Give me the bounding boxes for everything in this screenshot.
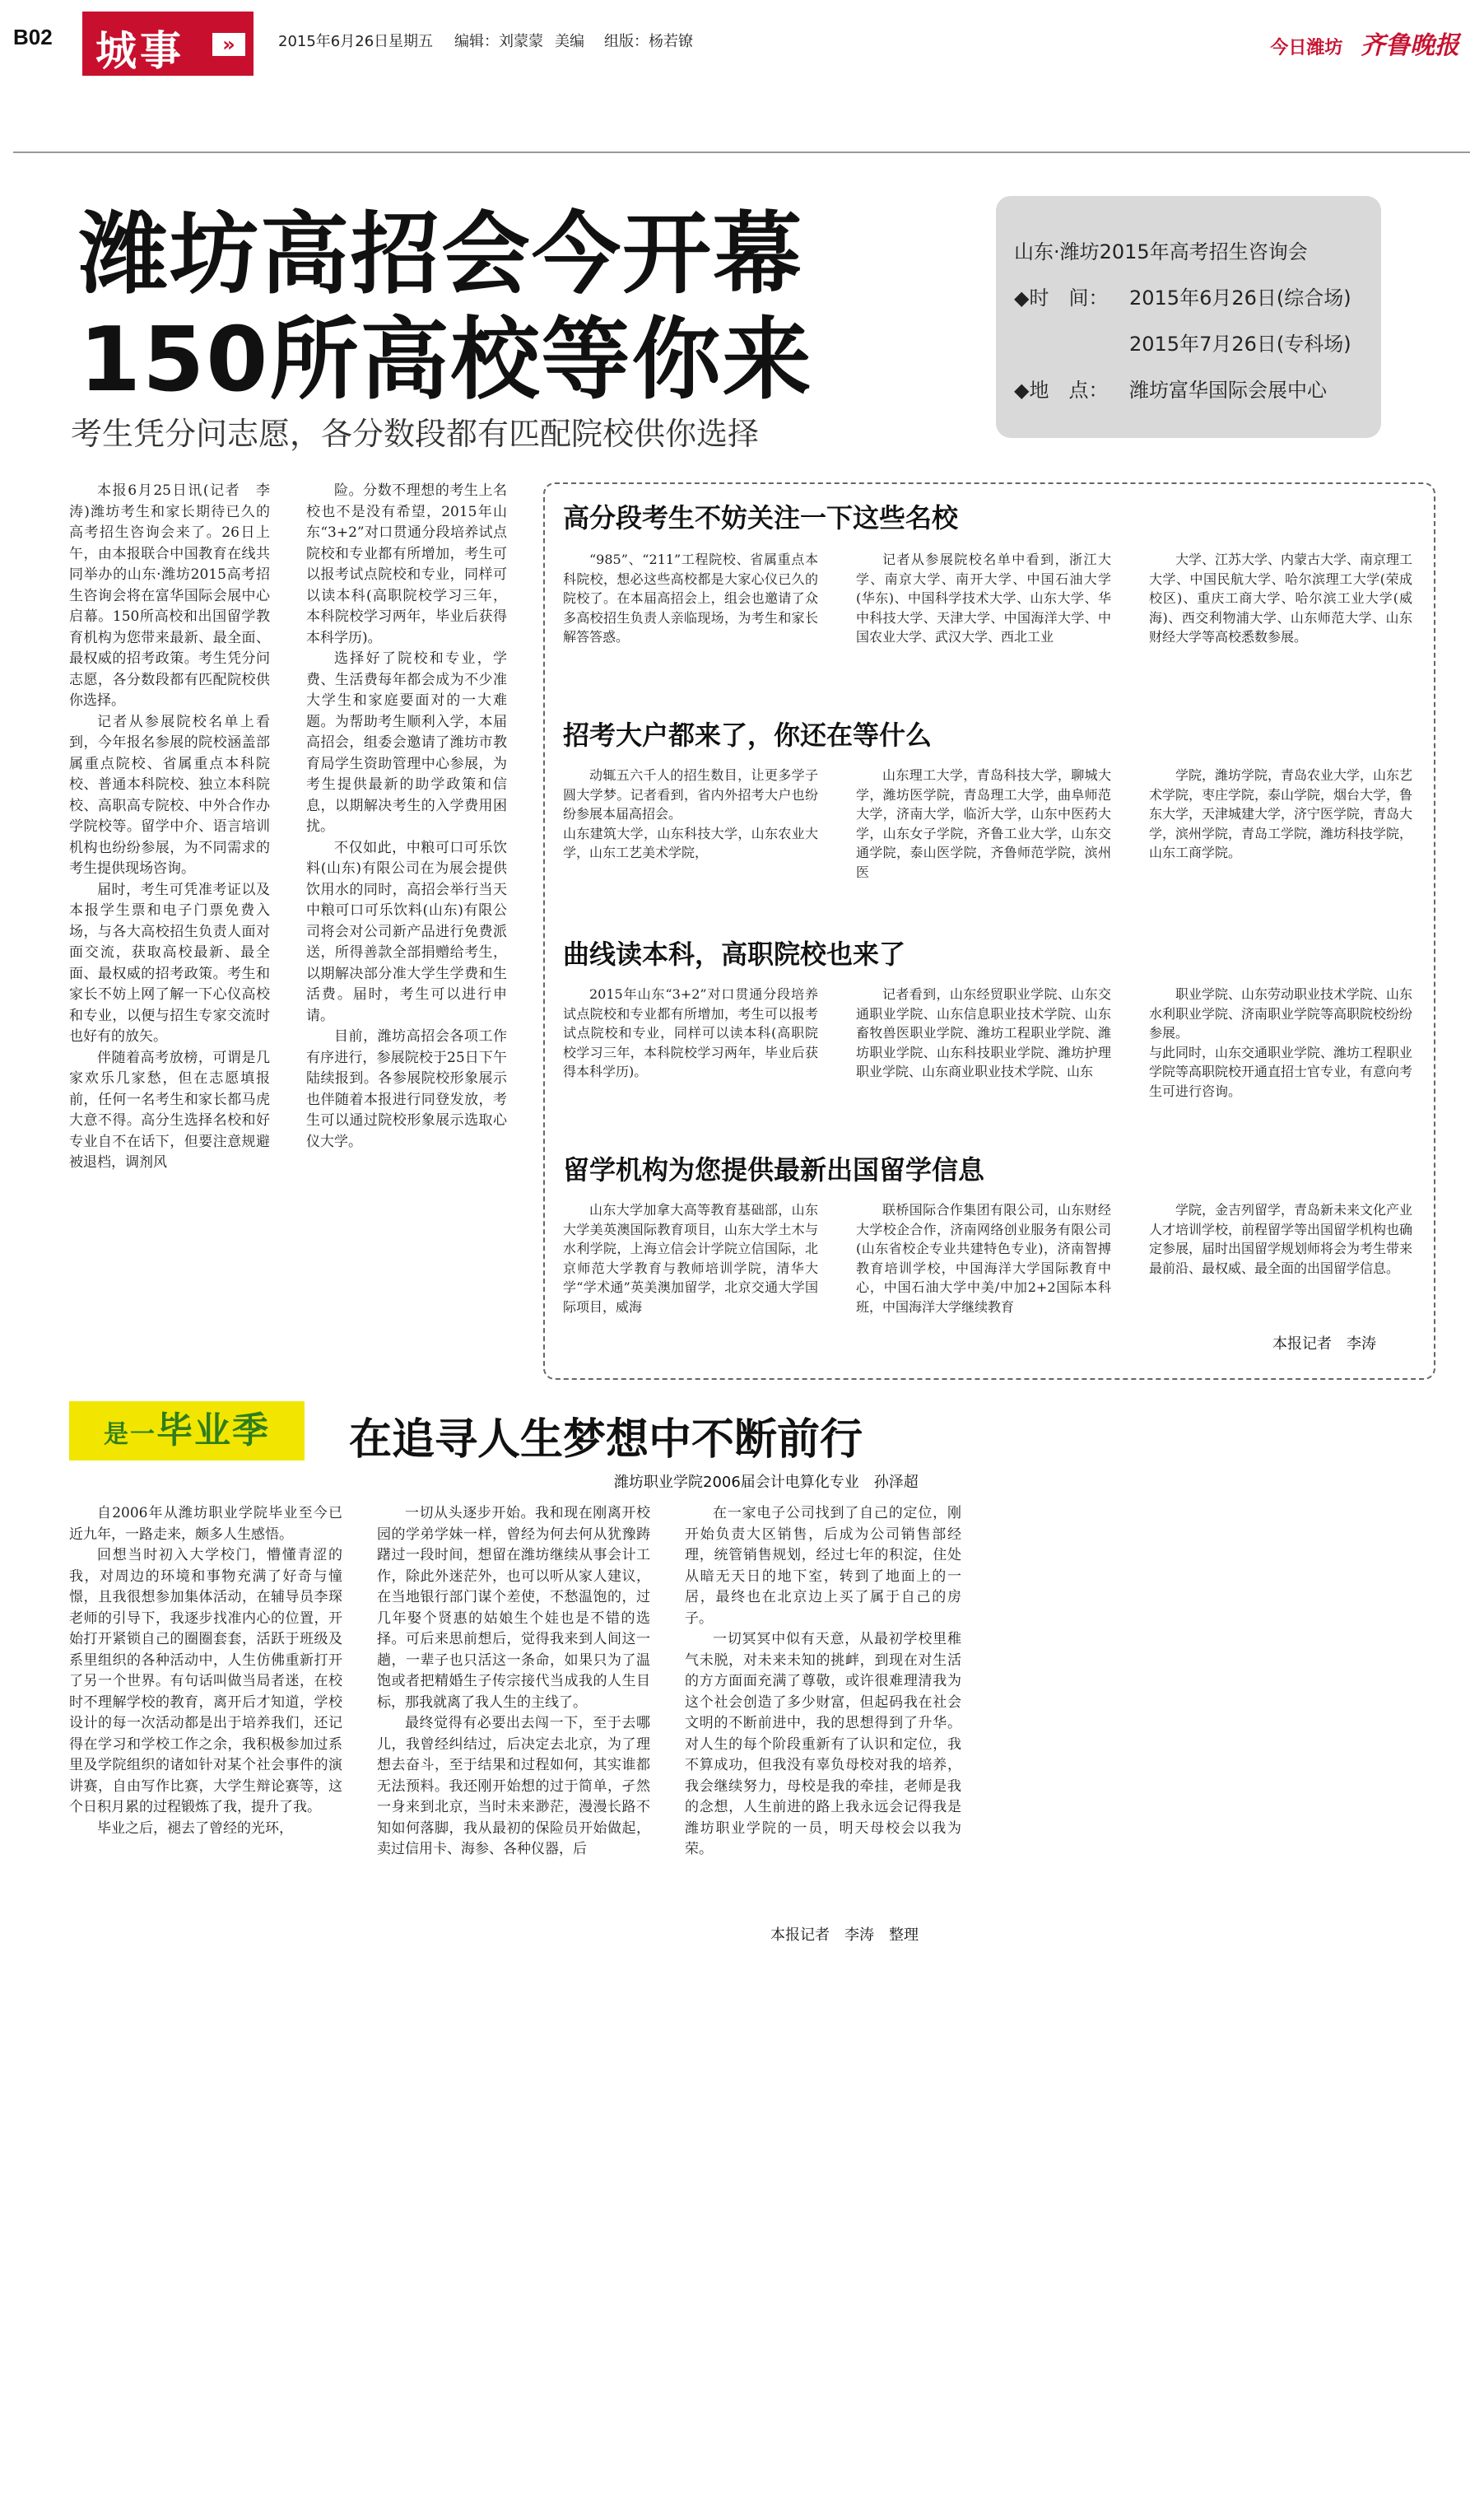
paragraph: 一切从头逐步开始。我和现在刚离开校园的学弟学妹一样，曾经为何去何从犹豫踌躇过一段时间，想留在潍坊继续从事会计工作，除此外迷茫外，也可以听从家人建议，在当地银行部门谋个差使，不愁温饱的，过几年娶个贤惠的姑娘生个娃也是不错的选择。可后来思前想后，觉得我来到人间这一趟，一辈子也只活这一条命，如果只为了温饱或者把精婚生子传宗接代当成我的人生目标，那我就离了我人生的主线了。	[377, 1505, 650, 1711]
paragraph: 山东理工大学，青岛科技大学，聊城大学，潍坊医学院，青岛理工大学，曲阜师范大学，济南大学，临沂大学，山东中医药大学，山东女子学院，齐鲁工业大学，山东交通学院，泰山医学院，齐鲁师范学院，滨州医	[856, 767, 1111, 880]
paragraph: 届时，考生可凭准考证以及本报学生票和电子门票免费入场，与各大高校招生负责人面对面交流，获取高校最新、最全面、最权威的招考政策。考生和家长不妨上网了解一下心仪高校和专业，以便与招生专家交流时也好有的放矢。	[69, 881, 270, 1045]
subsection-title: 留学机构为您提供最新出国留学信息	[563, 1154, 985, 1186]
paragraph: 毕业之后，褪去了曾经的光环，	[97, 1819, 293, 1837]
header-divider	[13, 151, 1470, 153]
info-time-2: 2015年7月26日(专科场)	[1129, 333, 1351, 356]
event-info-box	[996, 196, 1381, 438]
header-right	[1270, 25, 1459, 61]
badge-prefix: 是一	[104, 1420, 156, 1449]
issue-weekday: 星期五	[388, 33, 433, 50]
paragraph: 记者从参展院校名单上看到，今年报名参展的院校涵盖部属重点院校、省属重点本科院校、普通本科院校、独立本科院校、高职高专院校、中外合作办学院校等。留学中介、语言培训机构也纷纷参展，为不同需求的考生提供现场咨询。	[69, 713, 270, 877]
art-editor-credit: 美编	[555, 33, 584, 50]
paragraph: 险。分数不理想的考生上名校也不是没有希望，2015年山东“3+2”对口贯通分段培养试点院校和专业都有所增加，考生可以报考试点院校和专业，同样可以读本科(高职院校学习三年，本科院校学习两年，毕业后获得本科学历)。	[306, 482, 507, 646]
paragraph: 最终觉得有必要出去闯一下，至于去哪儿，我曾经纠结过，后决定去北京，为了理想去奋斗，至于结果和过程如何，其实谁都无法预料。我还刚开始想的过于简单，孑然一身来到北京，当时未来渺茫，漫漫长路不知如何落脚，我从最初的保险员开始做起，卖过信用卡、海参、各种仪器，后	[377, 1715, 650, 1857]
graduation-season-badge	[69, 1401, 305, 1460]
subsection-text	[563, 1200, 818, 1316]
paragraph: 回想当时初入大学校门，懵懂青涩的我，对周边的环境和事物充满了好奇与憧憬，且我很想参加集体活动，在辅导员李琛老师的引导下，我逐步找准内心的位置，开始打开紧锁自己的圈圈套套，活跃于班级及系里组织的各种活动中，人生仿佛重新打开了另一个世界。有句话叫做当局者迷，在校时不理解学校的教育，离开后才知道，学校设计的每一次活动都是出于培养我们，还记得在学习和学校工作之余，我积极参加过系里及学院组织的诸如针对某个社会事件的演讲赛，自由写作比赛，大学生辩论赛等，这个日积月累的过程锻炼了我，提升了我。	[69, 1547, 342, 1815]
subsection-text	[856, 1200, 1111, 1316]
story-column-2	[377, 1503, 650, 1861]
paragraph: 学院，金吉列留学，青岛新未来文化产业人才培训学校，前程留学等出国留学机构也确定参展，届时出国留学规划师将会为考生带来最前沿、最权威、最全面的出国留学信息。	[1149, 1202, 1413, 1276]
subsection-text	[1149, 550, 1412, 647]
subsection-title: 高分段考生不妨关注一下这些名校	[563, 502, 959, 533]
subsection-text	[1149, 1200, 1412, 1278]
subsection-text	[563, 766, 818, 863]
badge-text: 毕业季	[156, 1409, 270, 1451]
paragraph: 本报6月25日讯(记者 李涛)潍坊考生和家长期待已久的高考招生咨询会来了。26日上午，由本报联合中国教育在线共同举办的山东·潍坊2015高考招生咨询会将在富华国际会展中心启幕。150所高校和出国留学教育机构为您带来最新、最全面、最权威的招考政策。考生凭分问志愿，各分数段都有匹配院校供你选择。	[69, 482, 270, 709]
sidebar-byline: 本报记者 李涛	[1272, 1335, 1376, 1353]
info-place: 潍坊富华国际会展中心	[1129, 379, 1327, 402]
subsection-text	[1149, 985, 1412, 1101]
article-column-2	[306, 481, 507, 1153]
editor-credit: 编辑：刘蒙蒙	[454, 33, 543, 50]
paragraph: 2015年山东“3+2”对口贯通分段培养试点院校和专业都有所增加，考生可以报考试点院校和专业，同样可以读本科(高职院校学习三年，本科院校学习两年，毕业后获得本科学历)。	[563, 986, 818, 1079]
info-place-label: ◆地 点：	[1014, 379, 1109, 402]
paragraph: 不仅如此，中粮可口可乐饮料(山东)有限公司在为展会提供饮用水的同时，高招会举行当天中粮可口可乐饮料(山东)有限公司将会对公司新产品进行免费派送，所得善款全部捐赠给考生，以期解决部分准大学生学费和生活费。届时，考生可以进行申请。	[306, 839, 507, 1024]
section-banner	[82, 12, 254, 76]
subsection-text	[856, 985, 1111, 1082]
subsection-text	[856, 766, 1111, 882]
paragraph: 联桥国际合作集团有限公司，山东财经大学校企合作，济南网络创业服务有限公司(山东省校企专业共建特色专业)，济南智搏教育培训学校，中国海洋大学国际教育中心，中国石油大学中美/中加2+2国际本科班，中国海洋大学继续教育	[856, 1202, 1111, 1315]
paragraph: 学院，潍坊学院，青岛农业大学，山东艺术学院，枣庄学院，泰山学院，烟台大学，鲁东大学，天津城建大学，济宁医学院，青岛大学，滨州学院，青岛工学院，潍坊科技学院，山东工商学院。	[1149, 767, 1413, 860]
subsection-title: 招考大户都来了，你还在等什么	[563, 720, 933, 751]
section-name: 城事	[95, 27, 184, 75]
info-time-1: 2015年6月26日(综合场)	[1129, 287, 1351, 310]
subsection-text	[1149, 766, 1412, 863]
info-title: 山东·潍坊2015年高考招生咨询会	[1014, 240, 1308, 263]
subsection-text	[563, 550, 818, 647]
subheadline: 考生凭分问志愿，各分数段都有匹配院校供你选择	[71, 416, 760, 452]
info-time-label: ◆时 间：	[1014, 287, 1109, 310]
subsection-text	[563, 985, 818, 1082]
subsection-title: 曲线读本科，高职院校也来了	[563, 939, 906, 970]
article-column-1	[69, 481, 270, 1174]
paragraph: 伴随着高考放榜，可谓是几家欢乐几家愁，但在志愿填报前，任何一名考生和家长都马虎大意不得。高分生选择名校和好专业自不在话下，但要注意规避被退档，调剂风	[69, 1049, 270, 1171]
story-title: 在追寻人生梦想中不断前行	[349, 1415, 863, 1465]
headline-line-2: 150所高校等你来	[79, 309, 813, 412]
story-byline: 本报记者 李涛 整理	[770, 1926, 919, 1944]
paragraph: 记者从参展院校名单中看到，浙江大学、南京大学、南开大学、中国石油大学(华东)、中国科学技术大学、山东大学、华中科技大学、天津大学、中国海洋大学、中国农业大学、武汉大学、西北工业	[856, 552, 1111, 645]
page-number: B02	[13, 25, 53, 49]
paragraph: 大学、江苏大学、内蒙古大学、南京理工大学、中国民航大学、哈尔滨理工大学(荣成校区)、重庆工商大学、哈尔滨工业大学(威海)、西交利物浦大学、山东师范大学、山东财经大学等高校悉数参展。	[1149, 552, 1413, 645]
issue-date: 2015年6月26日	[278, 33, 389, 50]
section-label: 今日潍坊	[1270, 38, 1343, 58]
story-column-3	[685, 1503, 961, 1861]
paragraph: 动辄五六千人的招生数目，让更多学子圆大学梦。记者看到，省内外招考大户也纷纷参展本届高招会。 山东建筑大学，山东科技大学，山东农业大学，山东工艺美术学院，	[563, 767, 818, 860]
story-column-1	[69, 1503, 342, 1839]
paragraph: 山东大学加拿大高等教育基础部，山东大学美英澳国际教育项目，山东大学土木与水利学院，上海立信会计学院立信国际，北京师范大学教育与教师培训学院，清华大学“学术通”英美澳加留学，北京交通大学国际项目，威海	[563, 1202, 818, 1315]
headline-line-1: 潍坊高招会今开幕	[79, 203, 804, 306]
paragraph: 职业学院、山东劳动职业技术学院、山东水利职业学院、济南职业学院等高职院校纷纷参展。 与此同时，山东交通职业学院、潍坊工程职业学院等高职院校开通直招士官专业，有意向考生可进行咨询。	[1149, 986, 1413, 1099]
subsection-text	[856, 550, 1111, 647]
paragraph: 一切冥冥中似有天意，从最初学校里稚气未脱，对未来未知的挑衅，到现在对生活的方方面面充满了尊敬，或许很难理清我为这个社会创造了多少财富，但起码我在社会文明的不断前进中，我的思想得到了升华。对人生的每个阶段重新有了认识和定位，我不算成功，但我没有辜负母校对我的培养，我会继续努力，母校是我的牵挂，老师是我的念想，人生前进的路上我永远会记得我是潍坊职业学院的一员，明天母校会以我为荣。	[685, 1631, 961, 1857]
proofreader-credit: 组版：杨若镣	[604, 33, 693, 50]
paragraph: 选择好了院校和专业，学费、生活费每年都会成为不少准大学生和家庭要面对的一大难题。为帮助考生顺利入学，本届高招会，组委会邀请了潍坊市教育局学生资助管理中心参展，为考生提供最新的助学政策和信息，以期解决考生的入学费用困扰。	[306, 650, 507, 835]
story-author: 潍坊职业学院2006届会计电算化专业 孙泽超	[614, 1474, 919, 1491]
double-chevron-icon: »	[212, 33, 245, 56]
paragraph: 自2006年从潍坊职业学院毕业至今已近九年，一路走来，颇多人生感悟。	[69, 1505, 342, 1543]
paragraph: “985”、“211”工程院校、省属重点本科院校，想必这些高校都是大家心仪已久的院校了。在本届高招会上，组会也邀请了众多高校招生负责人亲临现场，为考生和家长解答答惑。	[563, 552, 818, 645]
paragraph: 记者看到，山东经贸职业学院、山东交通职业学院、山东信息职业技术学院、山东畜牧兽医职业学院、潍坊工程职业学院、潍坊职业学院、山东科技职业学院、潍坊护理职业学院、山东商业职业技术学院、山东	[856, 986, 1111, 1079]
paragraph: 目前，潍坊高招会各项工作有序进行，参展院校于25日下午陆续报到。各参展院校形象展示也伴随着本报进行同登发放，考生可以通过院校形象展示选取心仪大学。	[306, 1028, 507, 1150]
paragraph: 在一家电子公司找到了自己的定位，刚开始负责大区销售，后成为公司销售部经理，统管销售规划，经过七年的积淀，住处从暗无天日的地下室，转到了地面上的一居，最终也在北京边上买了属于自己的房子。	[685, 1505, 961, 1627]
newspaper-logo: 齐鲁晚报	[1361, 31, 1459, 60]
